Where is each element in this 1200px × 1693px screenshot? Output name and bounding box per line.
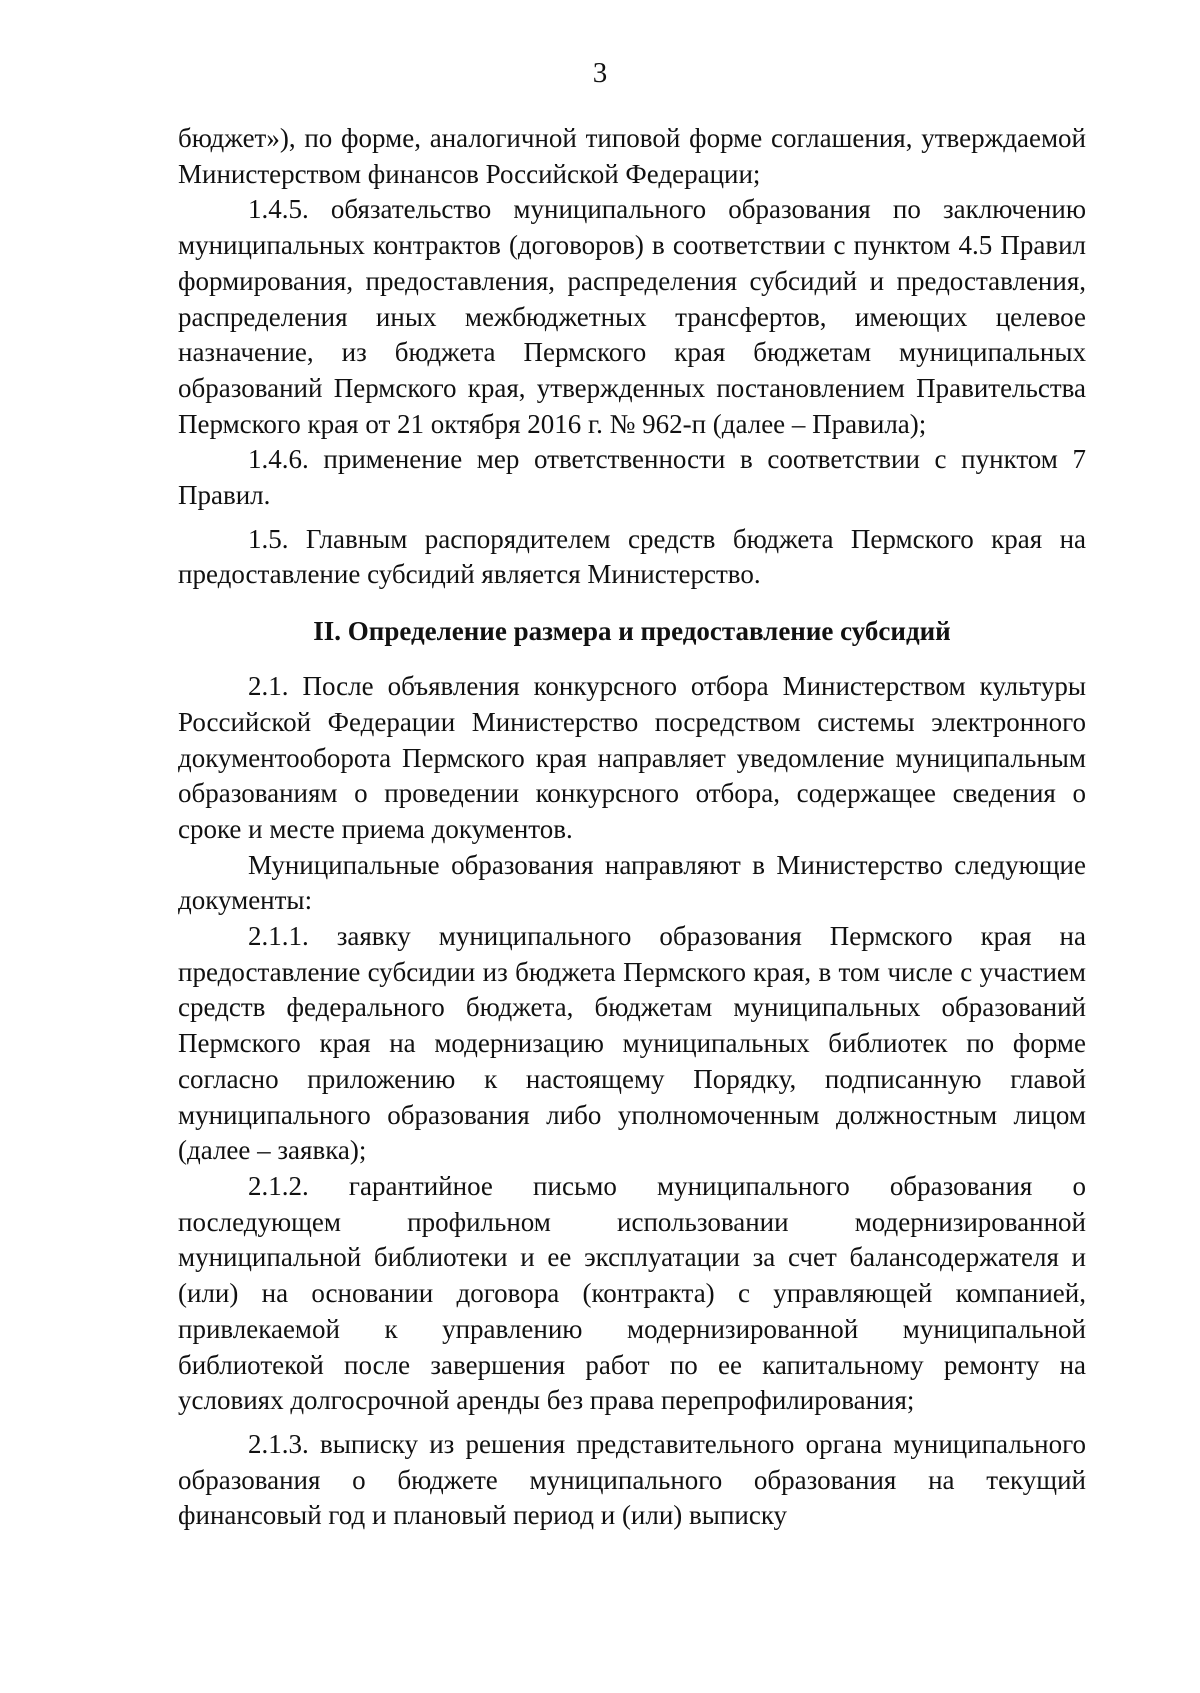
paragraph-1-4-5: 1.4.5. обязательство муниципального образования по заключению муниципальных контрактов (договоров) в соответствии с пунктом 4.5 Правил формирования, предоставления, распределения субсидий и предоставления, распределения иных межбюджетных трансфертов, имеющих целевое назначение, из бюджета Пермского края бюджетам муниципальных образований Пермского края, утвержденных постановлением Правительства Пермского края от 21 октября 2016 г. № 962-п (далее – Правила); (178, 194, 1086, 439)
paragraph-2-1: 2.1. После объявления конкурсного отбора Министерством культуры Российской Федерации Министерство посредством системы электронного документооборота Пермского края направляет уведомление муниципальным образованиям о проведении конкурсного отбора, содержащее сведения о сроке и месте приема документов. (178, 671, 1086, 844)
paragraph-2-1-documents: Муниципальные образования направляют в Министерство следующие документы: (178, 849, 1086, 916)
paragraph-2-1-3: 2.1.3. выписку из решения представительного органа муниципального образования о бюджете муниципального образования на текущий финансовый год и плановый период и (или) выписку (178, 1428, 1086, 1531)
page-number: 3 (592, 57, 608, 89)
paragraph-1-5: 1.5. Главным распорядителем средств бюджета Пермского края на предоставление субсидий является Министерство. (178, 523, 1086, 590)
paragraph-continuation: бюджет»), по форме, аналогичной типовой форме соглашения, утверждаемой Министерством финансов Российской Федерации; (178, 123, 1086, 189)
document-body (178, 121, 1086, 1534)
paragraph-2-1-1: 2.1.1. заявку муниципального образования Пермского края на предоставление субсидии из бюджета Пермского края, в том числе с участием средств федерального бюджета, бюджетам муниципальных образований Пермского края на модернизацию муниципальных библиотек по форме согласно приложению к настоящему Порядку, подписанную главой муниципального образования либо уполномоченным должностным лицом (далее – заявка); (178, 921, 1086, 1166)
paragraph-2-1-2: 2.1.2. гарантийное письмо муниципального образования о последующем профильном использовании модернизированной муниципальной библиотеки и ее эксплуатации за счет балансодержателя и (или) на основании договора (контракта) с управляющей компанией, привлекаемой к управлению модернизированной муниципальной библиотекой после завершения работ по ее капитальному ремонту на условиях долгосрочной аренды без права перепрофилирования; (178, 1170, 1086, 1416)
section-heading: II. Определение размера и предоставление субсидий (313, 616, 951, 647)
paragraph-1-4-6: 1.4.6. применение мер ответственности в соответствии с пунктом 7 Правил. (178, 444, 1086, 511)
